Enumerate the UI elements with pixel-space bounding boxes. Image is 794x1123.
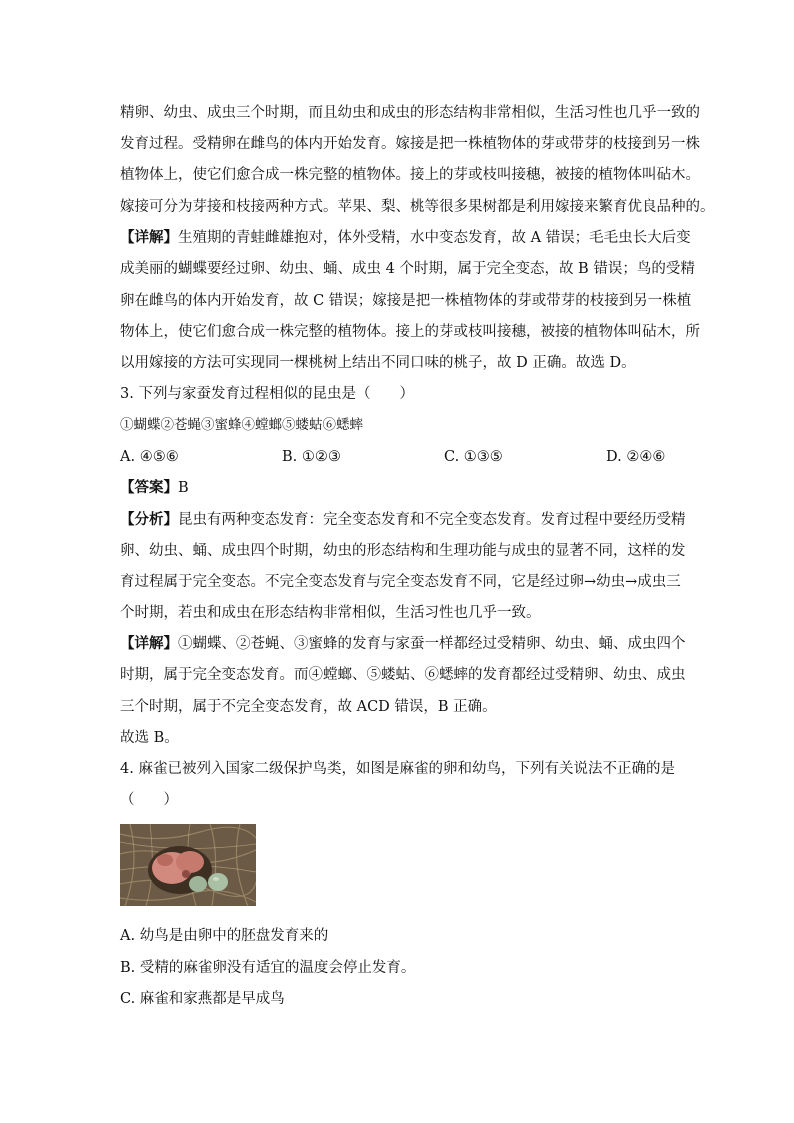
option-a: A. ④⑤⑥ bbox=[120, 449, 179, 465]
question-3-stem: 3. 下列与家蚕发育过程相似的昆虫是（ ） bbox=[120, 386, 414, 402]
detail-tag: 【详解】 bbox=[120, 229, 178, 246]
option-b: B. 受精的麻雀卵没有适宜的温度会停止发育。 bbox=[120, 960, 416, 976]
detail-tag: 【详解】 bbox=[120, 635, 178, 652]
analysis-line: 育过程属于完全变态。不完全变态发育与完全变态发育不同，它是经过卵→幼虫→成虫三 bbox=[120, 574, 681, 590]
detail-text: 生殖期的青蛙雌雄抱对，体外受精，水中变态发育，故 A 错误；毛毛虫长大后变 bbox=[178, 230, 691, 246]
option-d: D. ②④⑥ bbox=[606, 449, 666, 465]
analysis-line bbox=[120, 510, 686, 530]
analysis-text: 昆虫有两种变态发育：完全变态发育和不完全变态发育。发育过程中要经历受精 bbox=[178, 512, 686, 528]
question-3-items: ①蝴蝶②苍蝇③蜜蜂④螳螂⑤蝼蛄⑥蟋蟀 bbox=[120, 417, 363, 433]
detail-line: 物体上，使它们愈合成一株完整的植物体。接上的芽或枝叫接穗，被接的植物体叫砧木，所 bbox=[120, 324, 700, 340]
detail-line bbox=[120, 634, 686, 654]
nest-illustration bbox=[120, 824, 256, 906]
option-b: B. ①②③ bbox=[282, 449, 341, 465]
option-c: C. 麻雀和家燕都是早成鸟 bbox=[120, 991, 285, 1007]
detail-line: 三个时期，属于不完全变态发育，故 ACD 错误，B 正确。 bbox=[120, 699, 497, 715]
analysis-line: 卵、幼虫、蛹、成虫四个时期，幼虫的形态结构和生理功能与成虫的显著不同，这样的发 bbox=[120, 543, 686, 559]
detail-line bbox=[120, 228, 691, 248]
text-line: 精卵、幼虫、成虫三个时期，而且幼虫和成虫的形态结构非常相似，生活习性也几乎一致的 bbox=[120, 105, 700, 121]
detail-text: ①蝴蝶、②苍蝇、③蜜蜂的发育与家蚕一样都经过受精卵、幼虫、蛹、成虫四个 bbox=[178, 636, 686, 652]
answer-value: B bbox=[178, 480, 189, 496]
detail-line: 卵在雌鸟的体内开始发育，故 C 错误；嫁接是把一株植物体的芽或带芽的枝接到另一株植 bbox=[120, 293, 692, 309]
conclusion-line: 故选 B。 bbox=[120, 730, 179, 746]
question-4-stem: 4. 麻雀已被列入国家二级保护鸟类，如图是麻雀的卵和幼鸟，下列有关说法不正确的是 bbox=[120, 761, 675, 777]
text-line: 嫁接可分为芽接和枝接两种方式。苹果、梨、桃等很多果树都是利用嫁接来繁育优良品种的。 bbox=[120, 199, 715, 215]
text-line: 发育过程。受精卵在雌鸟的体内开始发育。嫁接是把一株植物体的芽或带芽的枝接到另一株 bbox=[120, 136, 700, 152]
answer-tag: 【答案】 bbox=[120, 479, 178, 496]
option-c: C. ①③⑤ bbox=[444, 449, 503, 465]
answer-line bbox=[120, 478, 189, 498]
detail-line: 时期，属于完全变态发育。而④螳螂、⑤蝼蛄、⑥蟋蟀的发育都经过受精卵、幼虫、成虫 bbox=[120, 667, 686, 683]
detail-line: 以用嫁接的方法可实现同一棵桃树上结出不同口味的桃子，故 D 正确。故选 D。 bbox=[120, 355, 636, 371]
analysis-line: 个时期，若虫和成虫在形态结构非常相似，生活习性也几乎一致。 bbox=[120, 605, 541, 621]
option-a: A. 幼鸟是由卵中的胚盘发育来的 bbox=[120, 928, 329, 944]
analysis-tag: 【分析】 bbox=[120, 511, 178, 528]
text-line: 植物体上，使它们愈合成一株完整的植物体。接上的芽或枝叫接穗，被接的植物体叫砧木。 bbox=[120, 167, 700, 183]
question-4-paren: （ ） bbox=[120, 792, 178, 808]
sparrow-nest-photo bbox=[120, 824, 256, 906]
detail-line: 成美丽的蝴蝶要经过卵、幼虫、蛹、成虫 4 个时期，属于完全变态，故 B 错误；鸟的受精 bbox=[120, 261, 695, 277]
